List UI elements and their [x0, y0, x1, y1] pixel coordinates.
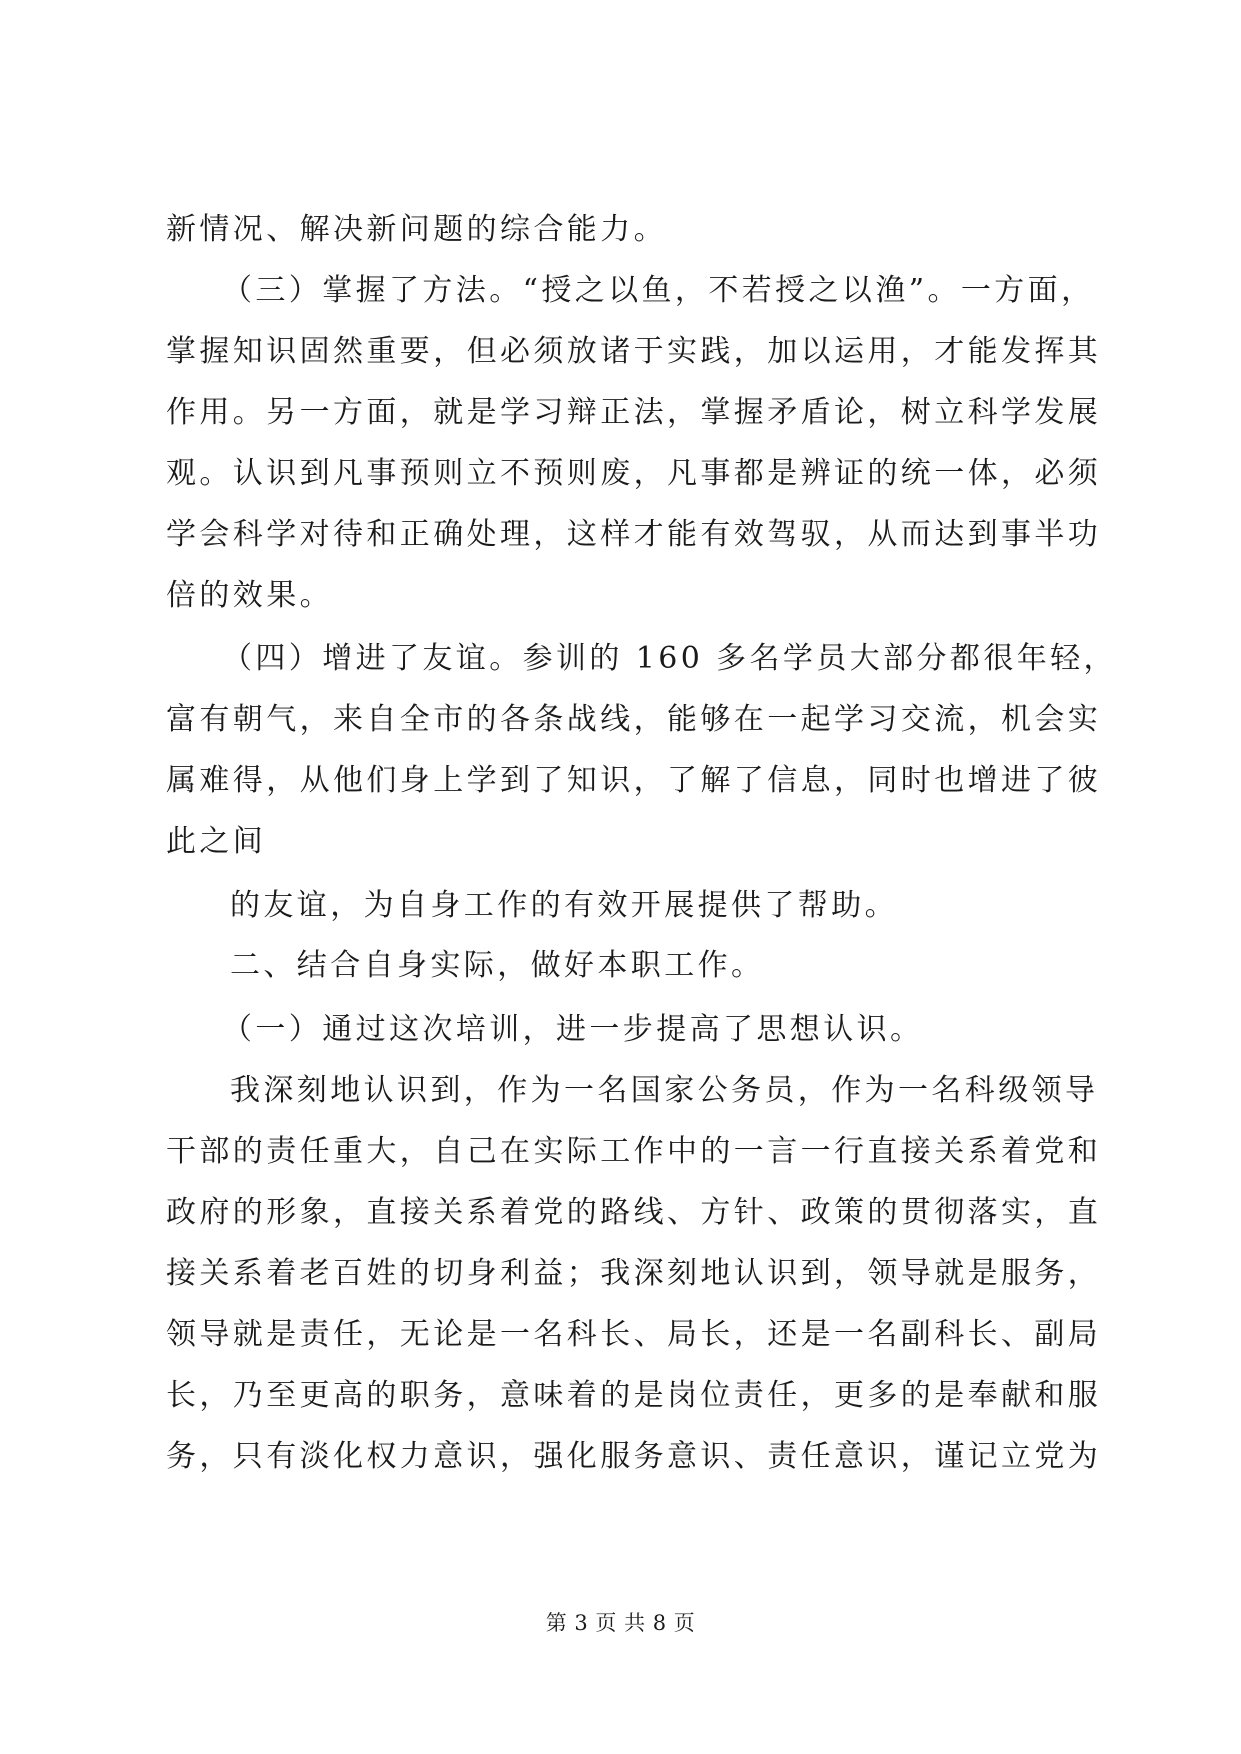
text-line: 务，只有淡化权力意识，强化服务意识、责任意识，谨记立党为: [166, 1439, 1102, 1474]
text-line: （三）掌握了方法。“授之以鱼，不若授之以渔”。一方面，: [222, 273, 1095, 308]
text-line: 政府的形象，直接关系着党的路线、方针、政策的贯彻落实，直: [166, 1195, 1102, 1230]
text-line: 我深刻地认识到，作为一名国家公务员，作为一名科级领导: [230, 1073, 1099, 1108]
text-line: 属难得，从他们身上学到了知识，了解了信息，同时也增进了彼: [166, 763, 1102, 798]
text-line: 倍的效果。: [166, 578, 333, 613]
text-line: （一）通过这次培训，进一步提高了思想认识。: [222, 1012, 924, 1047]
text-line: 新情况、解决新问题的综合能力。: [166, 212, 667, 247]
text-line: 学会科学对待和正确处理，这样才能有效驾驭，从而达到事半功: [166, 517, 1102, 552]
text-line: 二、结合自身实际，做好本职工作。: [230, 948, 765, 983]
text-line: 此之间: [166, 824, 267, 859]
text-line: 领导就是责任，无论是一名科长、局长，还是一名副科长、副局: [166, 1317, 1102, 1352]
text-line: （四）增进了友谊。参训的 160 多名学员大部分都很年轻，: [222, 641, 1117, 676]
page-number-footer: 第 3 页 共 8 页: [545, 1611, 696, 1635]
text-line: 长，乃至更高的职务，意味着的是岗位责任，更多的是奉献和服: [166, 1378, 1102, 1413]
text-line: 观。认识到凡事预则立不预则废，凡事都是辨证的统一体，必须: [166, 456, 1102, 491]
text-line: 富有朝气，来自全市的各条战线，能够在一起学习交流，机会实: [166, 702, 1102, 737]
text-line: 掌握知识固然重要，但必须放诸于实践，加以运用，才能发挥其: [166, 334, 1102, 369]
text-line: 接关系着老百姓的切身利益；我深刻地认识到，领导就是服务，: [166, 1256, 1102, 1291]
text-line: 作用。另一方面，就是学习辩正法，掌握矛盾论，树立科学发展: [166, 395, 1102, 430]
text-line: 的友谊，为自身工作的有效开展提供了帮助。: [230, 888, 898, 923]
text-line: 干部的责任重大，自己在实际工作中的一言一行直接关系着党和: [166, 1134, 1102, 1169]
